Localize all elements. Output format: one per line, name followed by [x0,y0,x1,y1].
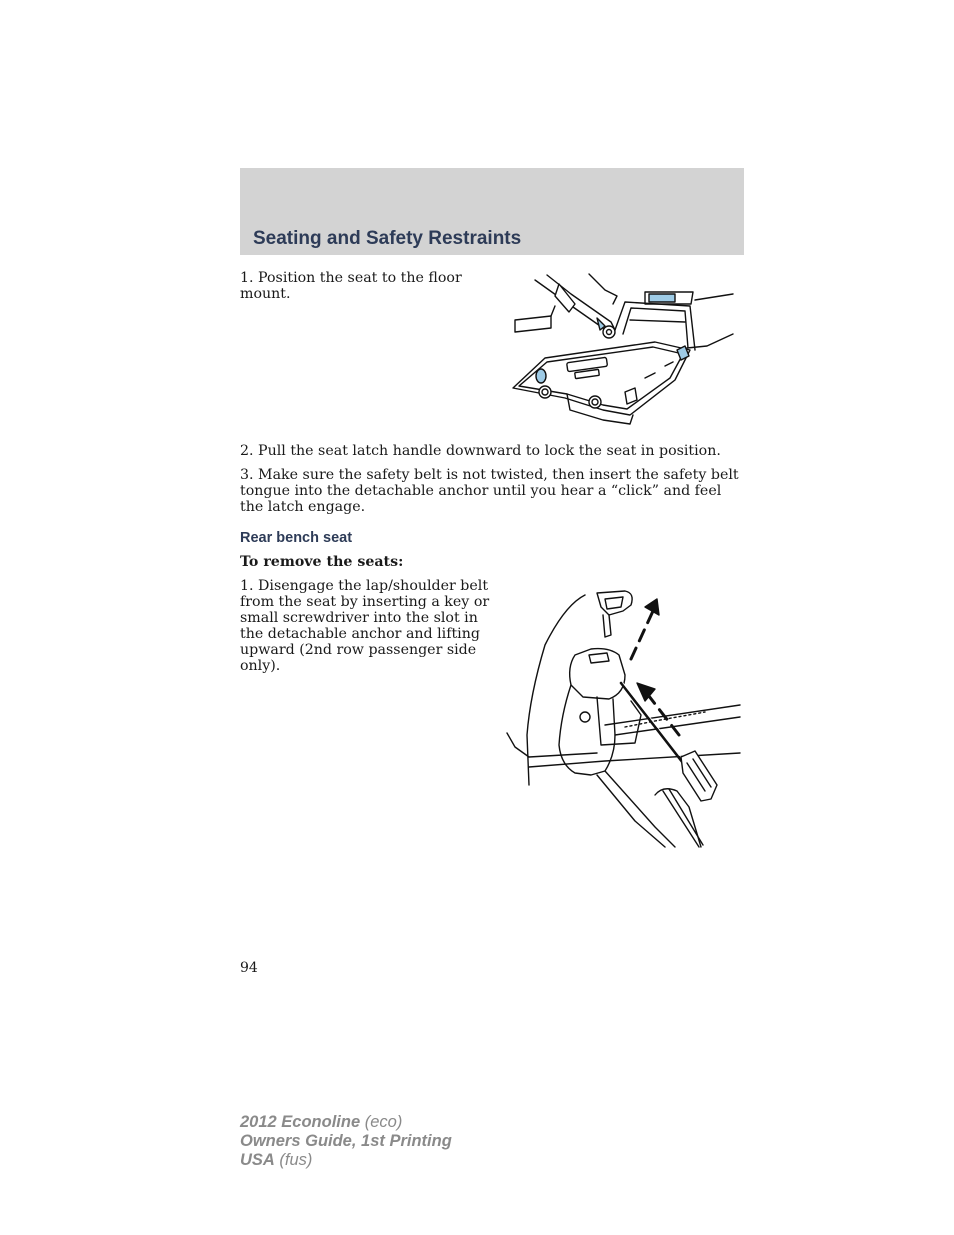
rear-bench-seat-heading: Rear bench seat [240,530,353,546]
step-3-text: 3. Make sure the safety belt is not twisted, then insert the safety belt tongue into the detachable anchor until you hear a “click” and feel the latch engage. [240,467,739,515]
section-header-band [240,168,744,255]
section-title: Seating and Safety Restraints [253,228,522,249]
seat-floor-mount-illustration [505,270,743,430]
belt-anchor-screwdriver-illustration [505,585,743,850]
step-2-text: 2. Pull the seat latch handle downward to lock the seat in position. [240,443,721,459]
step-1-floor-mount-text: 1. Position the seat to the floor mount. [240,270,462,302]
footer-line-3: USA (fus) [240,1151,313,1169]
to-remove-seats-label: To remove the seats: [240,554,404,570]
footer-line-2: Owners Guide, 1st Printing [240,1132,452,1150]
page-number: 94 [240,960,258,976]
remove-step-1-text: 1. Disengage the lap/shoulder belt from the seat by inserting a key or small screwdriver into the slot in the detachable anchor and lifting upward (2nd row passenger side only). [240,578,490,674]
footer-line-1: 2012 Econoline (eco) [240,1113,403,1131]
document-footer [240,1113,452,1170]
